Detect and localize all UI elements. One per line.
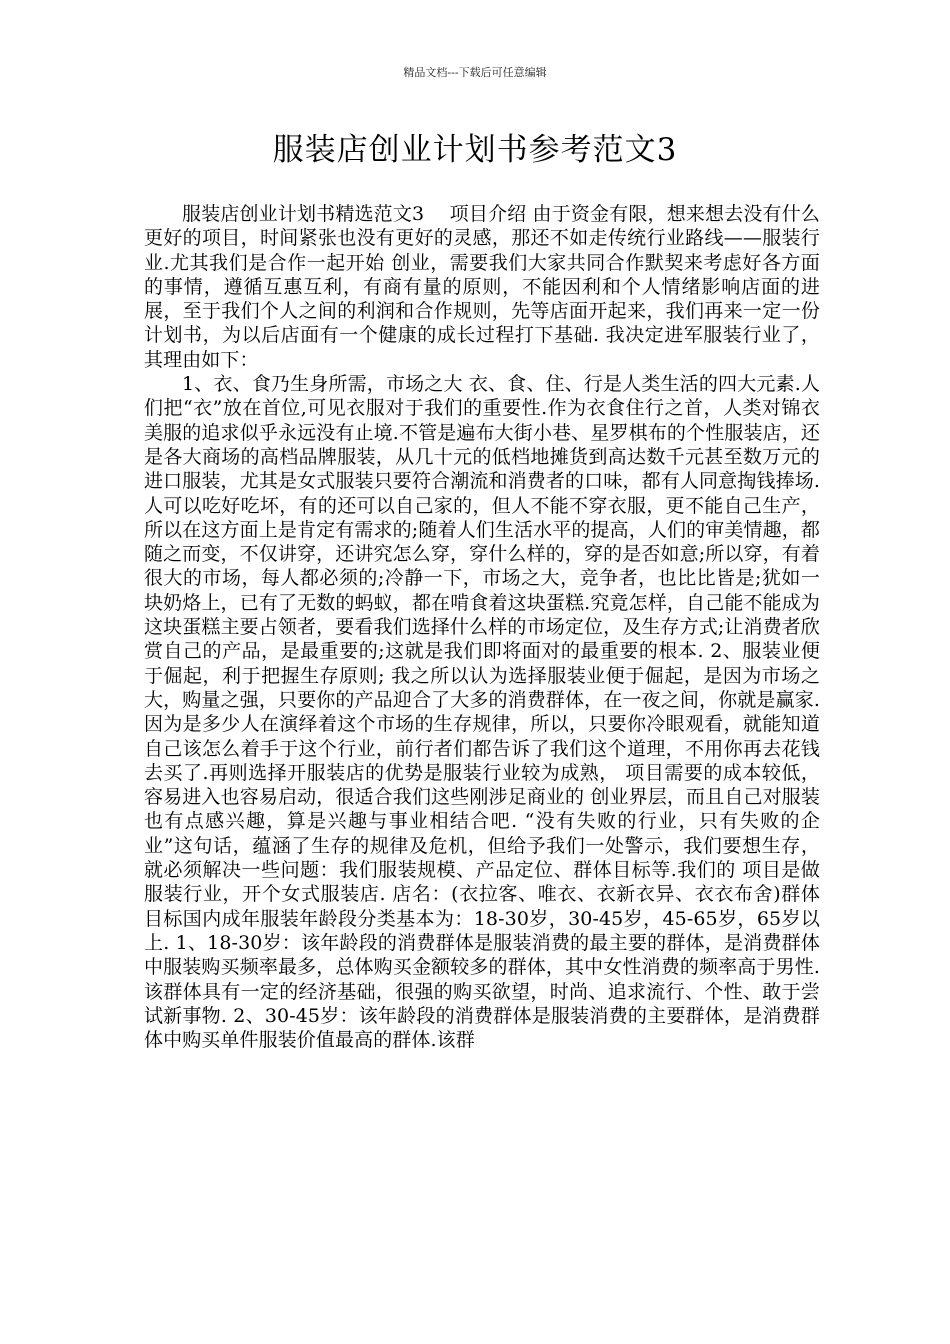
document-title: 服装店创业计划书参考范文3	[272, 132, 678, 168]
page-header: 精品文档---下载后可任意编辑	[403, 66, 547, 79]
body-paragraph: 服装店创业计划书精选范文3 项目介绍 由于资金有限，想来想去没有什么更好的项目，时间紧张也没有更好的灵感，那还不如走传统行业路线——服装行业.尤其我们是合作一起开始 创业，需要我们大家共同合作默契来考虑好各方面的事情，遵循互惠互利，有商有量的原则，不能因利和个人情绪影响店面的进展，至于我们个人之间的利润和合作规则，先等店面开起来，我们再来一定一份计划书，为以后店面有一个健康的成长过程打下基础. 我决定进军服装行业了，其理由如下：	[144, 203, 820, 371]
document-body	[144, 202, 820, 1052]
body-paragraph: 1、衣、食乃生身所需，市场之大 衣、食、住、行是人类生活的四大元素.人们把“衣”放在首位,可见衣服对于我们的重要性.作为衣食住行之首，人类对锦衣美服的追求似乎永远没有止境.不管是遍布大街小巷、星罗棋布的个性服装店，还是各大商场的高档品牌服装，从几十元的低档地摊货到高达数千元甚至数万元的进口服装，尤其是女式服装只要符合潮流和消费者的口味，都有人同意掏钱捧场.人可以吃好吃坏，有的还可以自己家的，但人不能不穿衣服，更不能自己生产，所以在这方面上是肯定有需求的;随着人们生活水平的提高，人们的审美情趣，都随之而变，不仅讲穿，还讲究怎么穿，穿什么样的，穿的是否如意;所以穿，有着很大的市场，每人都必须的;冷静一下，市场之大，竞争者，也比比皆是;犹如一块奶烙上，已有了无数的蚂蚁，都在啃食着这块蛋糕.究竟怎样，自己能不能成为这块蛋糕主要占领者，要看我们选择什么样的市场定位，及生存方式;让消费者欣赏自己的产品，是最重要的;这就是我们即将面对的最重要的根本. 2、服装业便于倔起，利于把握生存原则; 我之所以认为选择服装业便于倔起，是因为市场之大，购量之强，只要你的产品迎合了大多的消费群体，在一夜之间，你就是赢家.因为是多少人在演绎着这个市场的生存规律，所以，只要你冷眼观看，就能知道自己该怎么着手于这个行业，前行者们都告诉了我们这个道理，不用你再去花钱去买了.再则选择开服装店的优势是服装行业较为成熟， 项目需要的成本较低，容易进入也容易启动，很适合我们这些刚涉足商业的 创业界层，而且自己对服装也有点感兴趣，算是兴趣与事业相结合吧. “没有失败的行业，只有失败的企业”这句话，蕴涵了生存的规律及危机，但给予我们一处警示，我们要想生存，就必须解决一些问题：我们服装规模、产品定位、群体目标等.我们的 项目是做服装行业，开个女式服装店. 店名：(衣拉客、唯衣、衣新衣异、衣衣布舍)群体目标国内成年服装年龄段分类基本为：18-30岁，30-45岁，45-65岁，65岁以上. 1、18-30岁：该年龄段的消费群体是服装消费的最主要的群体，是消费群体中服装购买频率最多，总体购买金额较多的群体，其中女性消费的频率高于男性.该群体具有一定的经济基础，很强的购买欲望，时尚、追求流行、个性、敢于尝试新事物. 2、30-45岁：该年龄段的消费群体是服装消费的主要群体，是消费群体中购买单件服装价值最高的群体.该群	[144, 373, 820, 1052]
